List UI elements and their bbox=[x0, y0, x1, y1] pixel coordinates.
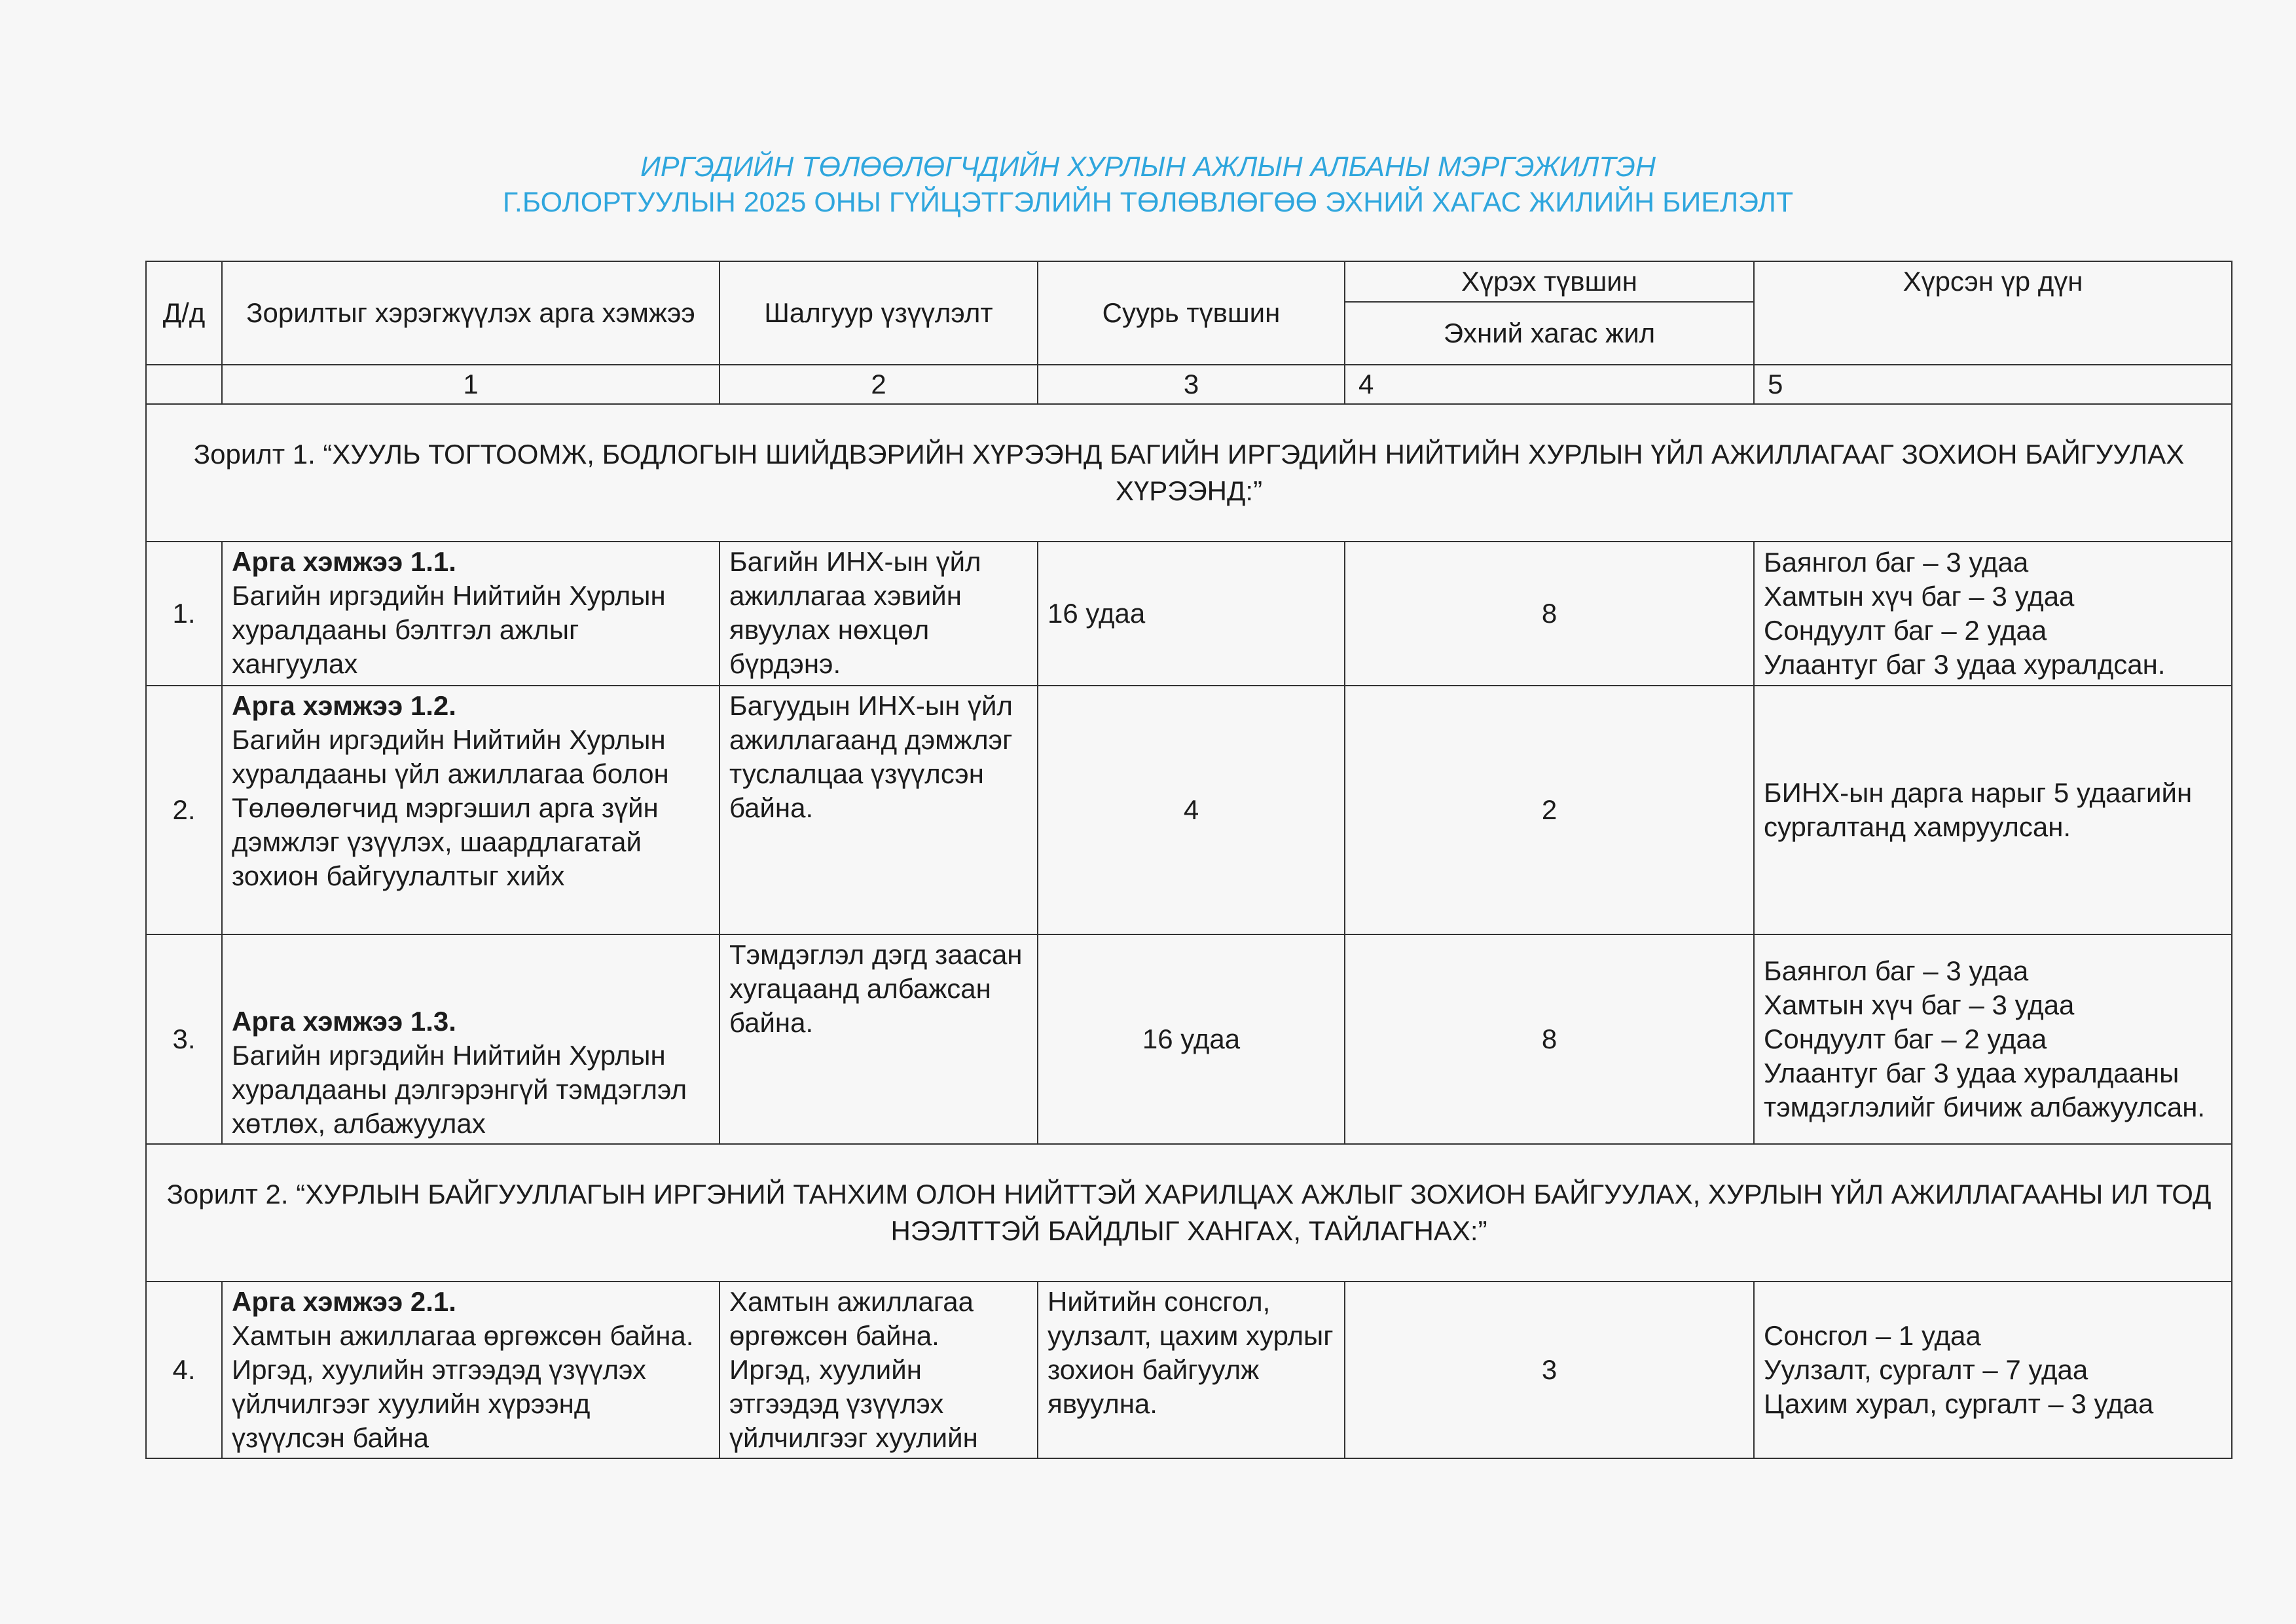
column-number-row bbox=[146, 365, 2232, 404]
measure-cell bbox=[222, 934, 720, 1144]
header-dd: Д/д bbox=[146, 261, 222, 365]
col-number-1: 1 bbox=[222, 365, 720, 404]
result-line: Сондуулт баг – 2 удаа bbox=[1764, 615, 2047, 646]
result-line: Улаантуг баг 3 удаа хуралдааны тэмдэглэлийг бичиж албажуулсан. bbox=[1764, 1058, 2206, 1122]
measure-description: Багийн иргэдийн Нийтийн Хурлын хуралдааны үйл ажиллагаа болон Төлөөлөгчид мэргэшил арга зүйн дэмжлэг үзүүлэх, шаардлагатай зохион байгуулалтыг хийх bbox=[232, 724, 669, 891]
row-index: 4. bbox=[146, 1282, 222, 1458]
col-number-4: 4 bbox=[1345, 365, 1754, 404]
measure-cell bbox=[222, 542, 720, 686]
measure-title: Арга хэмжээ 1.2. bbox=[232, 690, 456, 721]
title-line-2: Г.БОЛОРТУУЛЫН 2025 ОНЫ ГҮЙЦЭТГЭЛИЙН ТӨЛӨВЛӨГӨӨ ЭХНИЙ ХАГАС ЖИЛИЙН БИЕЛЭЛТ bbox=[502, 187, 1794, 218]
goal-row-1 bbox=[146, 404, 2232, 542]
result-cell bbox=[1754, 542, 2232, 686]
col-number-empty bbox=[146, 365, 222, 404]
col-number-5: 5 bbox=[1754, 365, 2232, 404]
criteria-cell: Тэмдэглэл дэгд заасан хугацаанд албажсан байна. bbox=[720, 934, 1038, 1144]
result-line: Улаантуг баг 3 удаа хуралдсан. bbox=[1764, 649, 2166, 680]
criteria-cell: Хамтын ажиллагаа өргөжсөн байна. Иргэд, хуулийн этгээдэд үзүүлэх үйлчилгээг хуулийн bbox=[720, 1282, 1038, 1458]
result-line: Баянгол баг – 3 удаа bbox=[1764, 955, 2029, 986]
result-cell bbox=[1754, 686, 2232, 934]
table-row bbox=[146, 542, 2232, 686]
goal-row-2 bbox=[146, 1144, 2232, 1282]
baseline-cell: Нийтийн сонсгол, уулзалт, цахим хурлыг зохион байгуулж явуулна. bbox=[1038, 1282, 1345, 1458]
goal-2-text: Зорилт 2. “ХУРЛЫН БАЙГУУЛЛАГЫН ИРГЭНИЙ ТАНХИМ ОЛОН НИЙТТЭЙ ХАРИЛЦАХ АЖЛЫГ ЗОХИОН БАЙГУУЛАХ, ХУРЛЫН ҮЙЛ АЖИЛЛАГААНЫ ИЛ ТОД НЭЭЛТТЭЙ БАЙДЛЫГ ХАНГАХ, ТАЙЛАГНАХ:” bbox=[146, 1144, 2232, 1282]
baseline-cell: 16 удаа bbox=[1038, 542, 1345, 686]
measure-title: Арга хэмжээ 1.3. bbox=[232, 1006, 456, 1037]
result-line: Сонсгол – 1 удаа bbox=[1764, 1320, 1981, 1351]
baseline-cell: 16 удаа bbox=[1038, 934, 1345, 1144]
title-line-1: ИРГЭДИЙН ТӨЛӨӨЛӨГЧДИЙН ХУРЛЫН АЖЛЫН АЛБАНЫ МЭРГЭЖИЛТЭН bbox=[640, 151, 1656, 183]
measure-description: Багийн иргэдийн Нийтийн Хурлын хуралдааны бэлтгэл ажлыг хангуулах bbox=[232, 580, 666, 679]
result-line: Хамтын хүч баг – 3 удаа bbox=[1764, 581, 2075, 612]
header-target-sub: Эхний хагас жил bbox=[1345, 302, 1754, 365]
result-line: Цахим хурал, сургалт – 3 удаа bbox=[1764, 1388, 2154, 1419]
col-number-2: 2 bbox=[720, 365, 1038, 404]
header-baseline: Суурь түвшин bbox=[1038, 261, 1345, 365]
target-cell: 8 bbox=[1345, 542, 1754, 686]
criteria-cell: Багуудын ИНХ-ын үйл ажиллагаанд дэмжлэг туслалцаа үзүүлсэн байна. bbox=[720, 686, 1038, 934]
header-criteria: Шалгуур үзүүлэлт bbox=[720, 261, 1038, 365]
result-line: Хамтын хүч баг – 3 удаа bbox=[1764, 989, 2075, 1020]
goal-1-text: Зорилт 1. “ХУУЛЬ ТОГТООМЖ, БОДЛОГЫН ШИЙДВЭРИЙН ХҮРЭЭНД БАГИЙН ИРГЭДИЙН НИЙТИЙН ХУРЛЫН ҮЙЛ АЖИЛЛАГААГ ЗОХИОН БАЙГУУЛАХ ХҮРЭЭНД:” bbox=[146, 404, 2232, 542]
row-index: 1. bbox=[146, 542, 222, 686]
table-row bbox=[146, 1282, 2232, 1458]
row-index: 3. bbox=[146, 934, 222, 1144]
plan-table bbox=[145, 261, 2232, 1459]
row-index: 2. bbox=[146, 686, 222, 934]
result-line: Сондуулт баг – 2 удаа bbox=[1764, 1024, 2047, 1054]
result-line: БИНХ-ын дарга нарыг 5 удаагийн сургалтанд хамруулсан. bbox=[1764, 777, 2193, 842]
measure-title: Арга хэмжээ 2.1. bbox=[232, 1286, 456, 1317]
header-measure: Зорилтыг хэрэгжүүлэх арга хэмжээ bbox=[222, 261, 720, 365]
measure-cell bbox=[222, 1282, 720, 1458]
table-row bbox=[146, 686, 2232, 934]
col-number-3: 3 bbox=[1038, 365, 1345, 404]
document-title bbox=[0, 149, 2296, 220]
result-cell bbox=[1754, 934, 2232, 1144]
result-cell bbox=[1754, 1282, 2232, 1458]
header-result: Хүрсэн үр дүн bbox=[1754, 261, 2232, 365]
result-line: Баянгол баг – 3 удаа bbox=[1764, 547, 2029, 578]
target-cell: 3 bbox=[1345, 1282, 1754, 1458]
baseline-cell: 4 bbox=[1038, 686, 1345, 934]
criteria-cell: Багийн ИНХ-ын үйл ажиллагаа хэвийн явуулах нөхцөл бүрдэнэ. bbox=[720, 542, 1038, 686]
result-line: Уулзалт, сургалт – 7 удаа bbox=[1764, 1354, 2088, 1385]
measure-cell bbox=[222, 686, 720, 934]
measure-description: Хамтын ажиллагаа өргөжсөн байна. Иргэд, хуулийн этгээдэд үзүүлэх үйлчилгээг хуулийн хүрээнд үзүүлсэн байна bbox=[232, 1320, 694, 1453]
measure-title: Арга хэмжээ 1.1. bbox=[232, 546, 456, 577]
header-row bbox=[146, 261, 2232, 302]
table-row bbox=[146, 934, 2232, 1144]
header-target: Хүрэх түвшин bbox=[1345, 261, 1754, 302]
target-cell: 2 bbox=[1345, 686, 1754, 934]
target-cell: 8 bbox=[1345, 934, 1754, 1144]
measure-description: Багийн иргэдийн Нийтийн Хурлын хуралдааны дэлгэрэнгүй тэмдэглэл хөтлөх, албажуулах bbox=[232, 1040, 687, 1139]
